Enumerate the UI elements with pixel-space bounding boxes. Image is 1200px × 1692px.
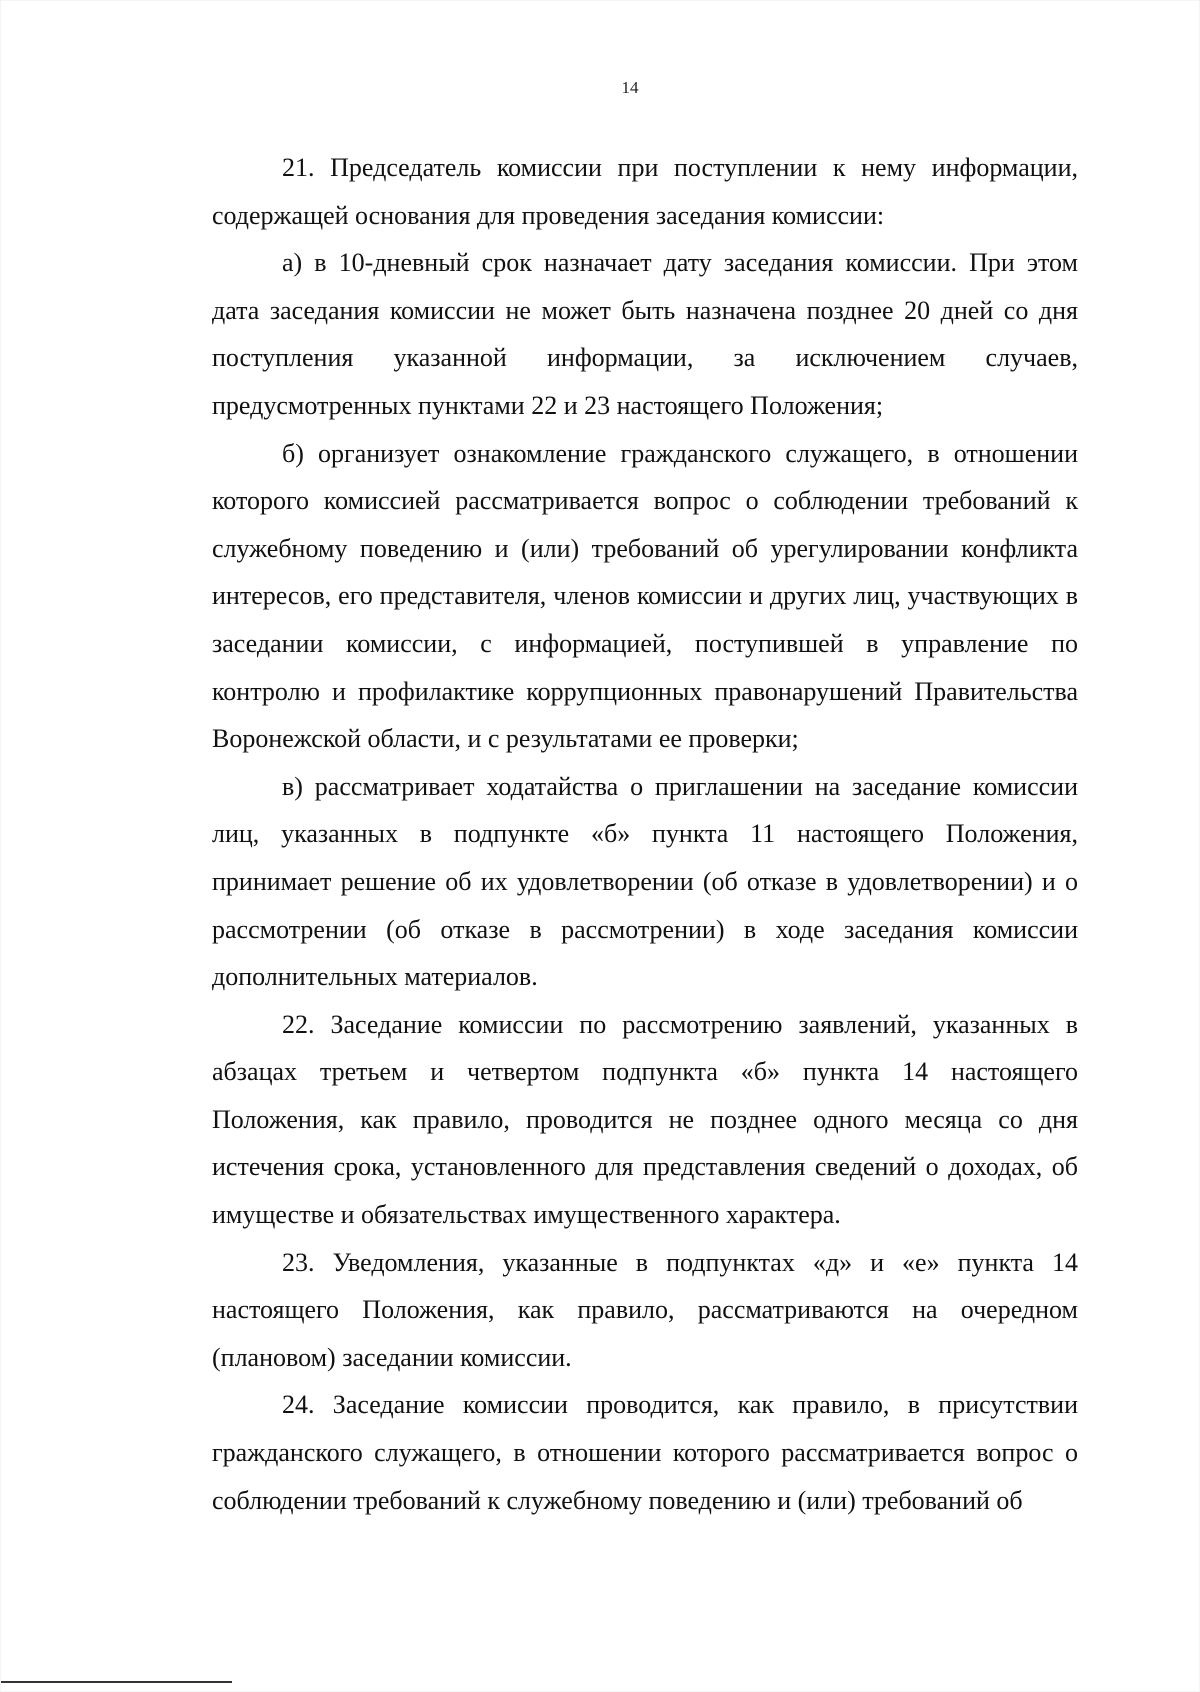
- paragraph-23: 23. Уведомления, указанные в подпунктах «д» и «е» пункта 14 настоящего Положения, как правило, рассматриваются на очередном (плановом) заседании комиссии.: [212, 1247, 1078, 1372]
- paragraph-21-a: а) в 10-дневный срок назначает дату заседания комиссии. При этом дата заседания комиссии не может быть назначена позднее 20 дней со дня поступления указанной информации, за исключением случаев, предусмотренных пунктами 22 и 23 настоящего Положения;: [212, 248, 1078, 420]
- document-body: [212, 144, 1078, 1524]
- bottom-scan-edge-line: [0, 1681, 232, 1683]
- paragraph-21-v: в) рассматривает ходатайства о приглашении на заседание комиссии лиц, указанных в подпункте «б» пункта 11 настоящего Положения, принимает решение об их удовлетворении (об отказе в удовлетворении) и о рассмотрении (об отказе в рассмотрении) в ходе заседания комиссии дополнительных материалов.: [212, 771, 1078, 992]
- page-number: 14: [621, 78, 639, 97]
- paragraph-22: 22. Заседание комиссии по рассмотрению заявлений, указанных в абзацах третьем и четвертом подпункта «б» пункта 14 настоящего Положения, как правило, проводится не позднее одного месяца со дня истечения срока, установленного для представления сведений о доходах, об имуществе и обязательствах имущественного характера.: [212, 1009, 1078, 1230]
- paragraph-24: 24. Заседание комиссии проводится, как правило, в присутствии гражданского служащего, в отношении которого рассматривается вопрос о соблюдении требований к служебному поведению и (или) требований об: [212, 1390, 1078, 1515]
- paragraph-21: 21. Председатель комиссии при поступлении к нему информации, содержащей основания для проведения заседания комиссии:: [212, 153, 1078, 230]
- paragraph-21-b: б) организует ознакомление гражданского служащего, в отношении которого комиссией рассматривается вопрос о соблюдении требований к служебному поведению и (или) требований об урегулировании конфликта интересов, его представителя, членов комиссии и других лиц, участвующих в заседании комиссии, с информацией, поступившей в управление по контролю и профилактике коррупционных правонарушений Правительства Воронежской области, и с результатами ее проверки;: [212, 438, 1078, 754]
